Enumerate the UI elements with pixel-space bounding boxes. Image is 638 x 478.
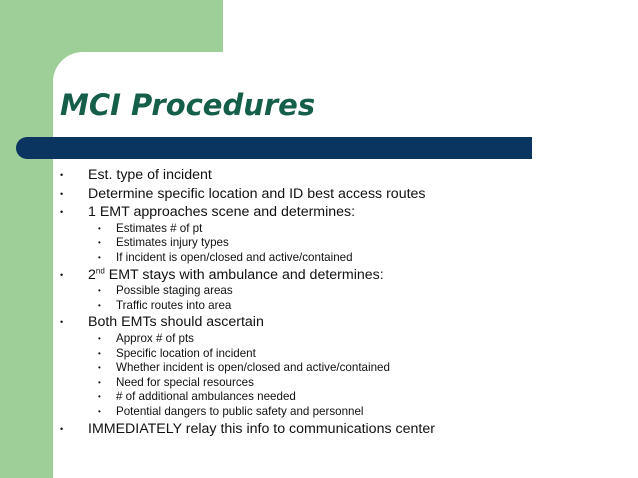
bullet-text: Determine specific location and ID best access routes: [88, 185, 426, 202]
bullet-glyph: •: [98, 333, 101, 343]
bullet-text-rest: EMT stays with ambulance and determines:: [104, 266, 384, 283]
bullet-text: Estimates # of pt: [116, 221, 203, 235]
bullet-item: [0, 185, 638, 204]
bullet-item: [0, 203, 638, 222]
bullet-glyph: •: [98, 348, 101, 358]
bullet-text: Potential dangers to public safety and personnel: [116, 404, 364, 418]
bullet-glyph: •: [98, 363, 101, 373]
bullet-item: [0, 313, 638, 332]
bullet-list: [0, 166, 638, 438]
bullet-item: [0, 266, 638, 285]
bullet-glyph: •: [60, 207, 64, 218]
bullet-text: Possible staging areas: [116, 284, 233, 298]
bullet-text-prefix: 2: [88, 266, 96, 283]
bullet-text: Estimates injury types: [116, 236, 229, 250]
bullet-text: If incident is open/closed and active/contained: [116, 250, 353, 264]
bullet-text: Est. type of incident: [88, 167, 212, 183]
bullet-glyph: •: [60, 269, 64, 280]
bullet-glyph: •: [60, 188, 64, 199]
bullet-text: # of additional ambulances needed: [116, 390, 296, 404]
bullet-glyph: •: [98, 377, 101, 387]
bullet-text: Need for special resources: [116, 375, 254, 389]
sub-bullet-item: [0, 251, 638, 266]
bullet-text: 1 EMT approaches scene and determines:: [88, 204, 356, 221]
sub-bullet-item: [0, 236, 638, 251]
bullet-glyph: •: [60, 170, 64, 180]
bullet-glyph: •: [98, 252, 101, 262]
sub-bullet-item: [0, 361, 638, 376]
ordinal-superscript: nd: [95, 265, 105, 275]
bullet-text: Approx # of pts: [116, 331, 194, 345]
bullet-glyph: •: [98, 238, 101, 248]
bullet-glyph: •: [60, 317, 64, 328]
sub-bullet-item: [0, 347, 638, 362]
bullet-glyph: •: [98, 300, 101, 310]
bullet-text: Whether incident is open/closed and active/contained: [116, 361, 390, 375]
bullet-text: Traffic routes into area: [116, 298, 232, 312]
sub-bullet-item: [0, 405, 638, 420]
bullet-glyph: •: [60, 423, 64, 434]
bullet-item: [0, 166, 638, 185]
sub-bullet-item: [0, 332, 638, 347]
bullet-glyph: •: [98, 406, 101, 416]
bullet-text: IMMEDIATELY relay this info to communications center: [88, 420, 435, 437]
bullet-glyph: •: [98, 286, 101, 296]
slide-title: MCI Procedures: [60, 88, 316, 122]
bullet-glyph: •: [98, 223, 101, 233]
sub-bullet-item: [0, 222, 638, 237]
sub-bullet-item: [0, 299, 638, 314]
bullet-text: Both EMTs should ascertain: [88, 314, 264, 331]
bullet-text: [88, 266, 384, 285]
bullet-text: Specific location of incident: [116, 346, 256, 360]
bullet-glyph: •: [98, 392, 101, 402]
sub-bullet-item: [0, 376, 638, 391]
sub-bullet-item: [0, 284, 638, 299]
sub-bullet-item: [0, 390, 638, 405]
title-underline-bar: [16, 137, 532, 159]
bullet-item: [0, 420, 638, 439]
